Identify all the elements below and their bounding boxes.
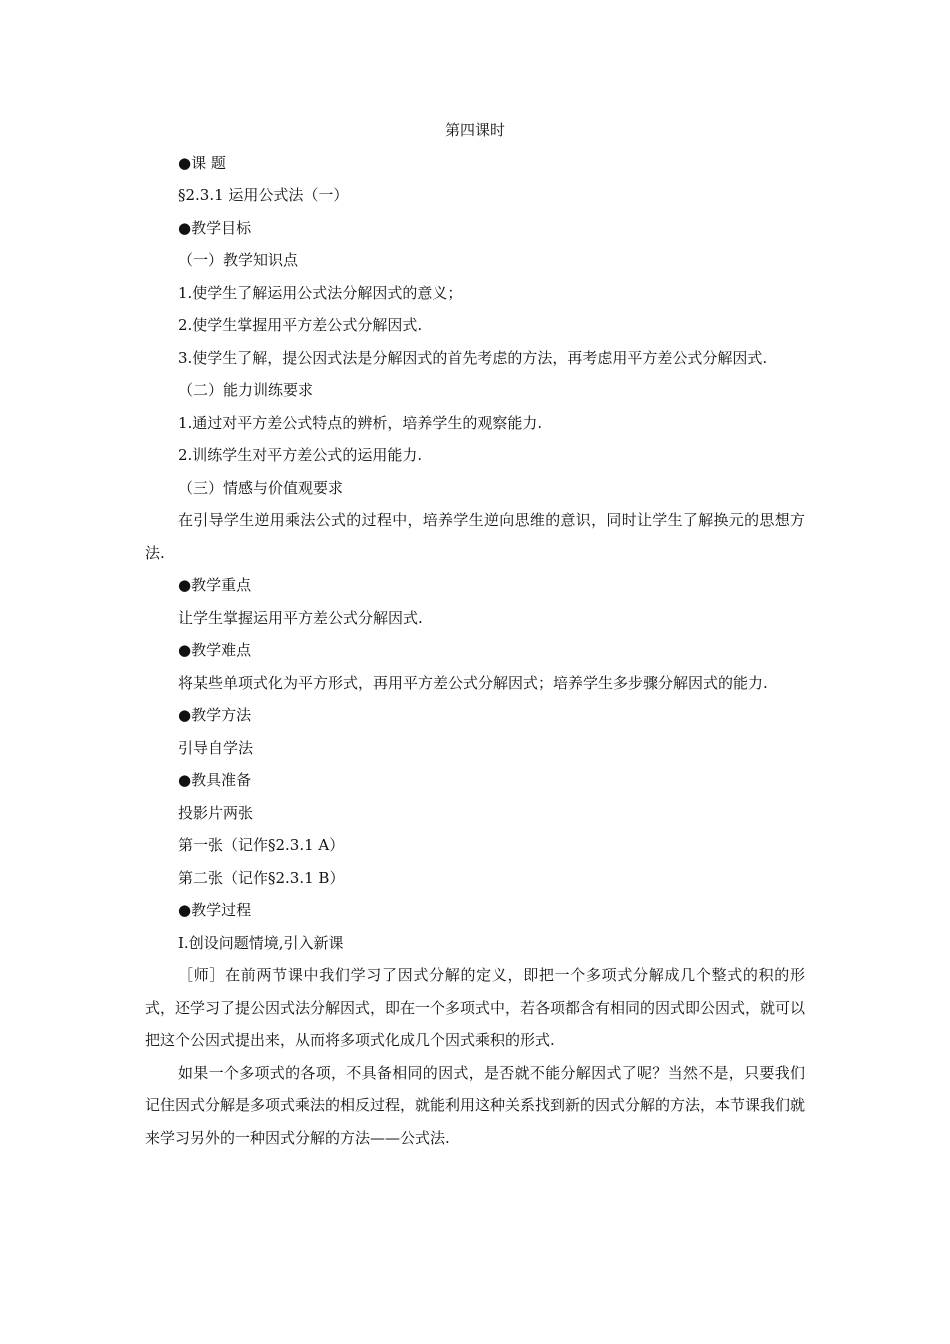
- tools-text: 投影片两张: [178, 803, 254, 822]
- goal1-item: 3.使学生了解，提公因式法是分解因式的首先考虑的方法，再考虑用平方差公式分解因式.: [178, 348, 768, 367]
- goal2-item: 1.通过对平方差公式特点的辨析，培养学生的观察能力.: [178, 413, 543, 432]
- topic-heading: ●课 题: [178, 153, 226, 172]
- goal1-item: 1.使学生了解运用公式法分解因式的意义；: [178, 283, 463, 302]
- topic-text: §2.3.1 运用公式法（一）: [178, 186, 349, 204]
- paragraph: 如果一个多项式的各项，不具备相同的因式，是否就不能分解因式了呢？当然不是，只要我们记住因式分解是多项式乘法的相反过程，就能利用这种关系找到新的因式分解的方法，本节课我们就来学习另外的一种因式分解的方法——公式法.: [145, 1063, 806, 1147]
- tools-heading: ●教具准备: [178, 771, 252, 789]
- tools-item: 第一张（记作§2.3.1 A）: [178, 836, 345, 854]
- lesson-title: 第四课时: [444, 121, 505, 139]
- method-heading: ●教学方法: [178, 706, 252, 724]
- goal1-item: 2.使学生掌握用平方差公式分解因式.: [178, 316, 423, 334]
- method-text: 引导自学法: [178, 738, 254, 757]
- process-step: Ⅰ.创设问题情境,引入新课: [178, 933, 344, 952]
- key-heading: ●教学重点: [178, 576, 252, 594]
- goal3-heading: （三）情感与价值观要求: [178, 478, 344, 497]
- goals-heading: ●教学目标: [178, 218, 252, 237]
- goal1-heading: （一）教学知识点: [178, 251, 299, 269]
- difficulty-text: 将某些单项式化为平方形式，再用平方差公式分解因式；培养学生多步骤分解因式的能力.: [178, 673, 768, 692]
- goal2-item: 2.训练学生对平方差公式的运用能力.: [178, 446, 423, 464]
- tools-item: 第二张（记作§2.3.1 B）: [178, 868, 345, 887]
- goal3-text: 在引导学生逆用乘法公式的过程中，培养学生逆向思维的意识，同时让学生了解换元的思想方法.: [145, 511, 805, 562]
- document-page: [145, 114, 805, 1154]
- goal2-heading: （二）能力训练要求: [178, 381, 314, 399]
- key-text: 让学生掌握运用平方差公式分解因式.: [178, 608, 423, 627]
- difficulty-heading: ●教学难点: [178, 641, 252, 659]
- process-heading: ●教学过程: [178, 901, 252, 919]
- paragraph: ［师］在前两节课中我们学习了因式分解的定义，即把一个多项式分解成几个整式的积的形式，还学习了提公因式法分解因式，即在一个多项式中，若各项都含有相同的因式即公因式，就可以把这个公因式提出来，从而将多项式化成几个因式乘积的形式.: [145, 966, 806, 1049]
